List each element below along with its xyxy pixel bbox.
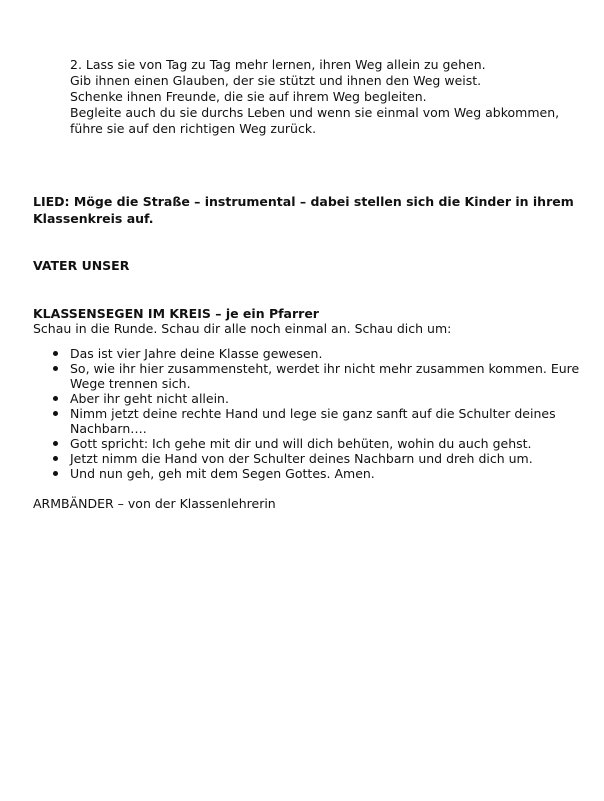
klassensegen-list: [50, 346, 590, 481]
bullet-icon: [53, 456, 58, 461]
prayer-line: führe sie auf den richtigen Weg zurück.: [70, 121, 317, 136]
bullet-icon: [53, 351, 58, 356]
bullet-icon: [53, 411, 58, 416]
klassensegen-heading: KLASSENSEGEN IM KREIS – je ein Pfarrer: [33, 306, 319, 321]
list-item: [50, 406, 590, 436]
list-item-text: Aber ihr geht nicht allein.: [70, 391, 229, 406]
bullet-icon: [53, 396, 58, 401]
list-item: [50, 451, 590, 466]
list-item-text: So, wie ihr hier zusammensteht, werdet ihr nicht mehr zusammen kommen. Eure Wege trennen sich.: [70, 361, 580, 391]
list-item-text: Gott spricht: Ich gehe mit dir und will dich behüten, wohin du auch gehst.: [70, 436, 532, 451]
prayer-block: [70, 57, 590, 137]
lied-heading: LIED: Möge die Straße – instrumental – dabei stellen sich die Kinder in ihrem Klassenkreis auf.: [33, 194, 574, 226]
list-item: [50, 346, 590, 361]
list-item: [50, 436, 590, 451]
list-item-text: Nimm jetzt deine rechte Hand und lege sie ganz sanft auf die Schulter deines Nachbarn….: [70, 406, 556, 436]
list-item-text: Und nun geh, geh mit dem Segen Gottes. Amen.: [70, 466, 375, 481]
list-item: [50, 361, 590, 391]
list-item: [50, 466, 590, 481]
list-item-text: Jetzt nimm die Hand von der Schulter deines Nachbarn und dreh dich um.: [70, 451, 533, 466]
bullet-icon: [53, 441, 58, 446]
prayer-line: Begleite auch du sie durchs Leben und wenn sie einmal vom Weg abkommen,: [70, 105, 560, 120]
list-item: [50, 391, 590, 406]
prayer-line: Schenke ihnen Freunde, die sie auf ihrem Weg begleiten.: [70, 89, 427, 104]
prayer-line: Gib ihnen einen Glauben, der sie stützt und ihnen den Weg weist.: [70, 73, 482, 88]
prayer-line: 2. Lass sie von Tag zu Tag mehr lernen, ihren Weg allein zu gehen.: [70, 57, 486, 72]
klassensegen-intro: Schau in die Runde. Schau dir alle noch einmal an. Schau dich um:: [33, 321, 452, 336]
vater-unser-heading: VATER UNSER: [33, 258, 130, 273]
bullet-icon: [53, 366, 58, 371]
armbaender-line: ARMBÄNDER – von der Klassenlehrerin: [33, 496, 276, 511]
list-item-text: Das ist vier Jahre deine Klasse gewesen.: [70, 346, 323, 361]
bullet-icon: [53, 471, 58, 476]
